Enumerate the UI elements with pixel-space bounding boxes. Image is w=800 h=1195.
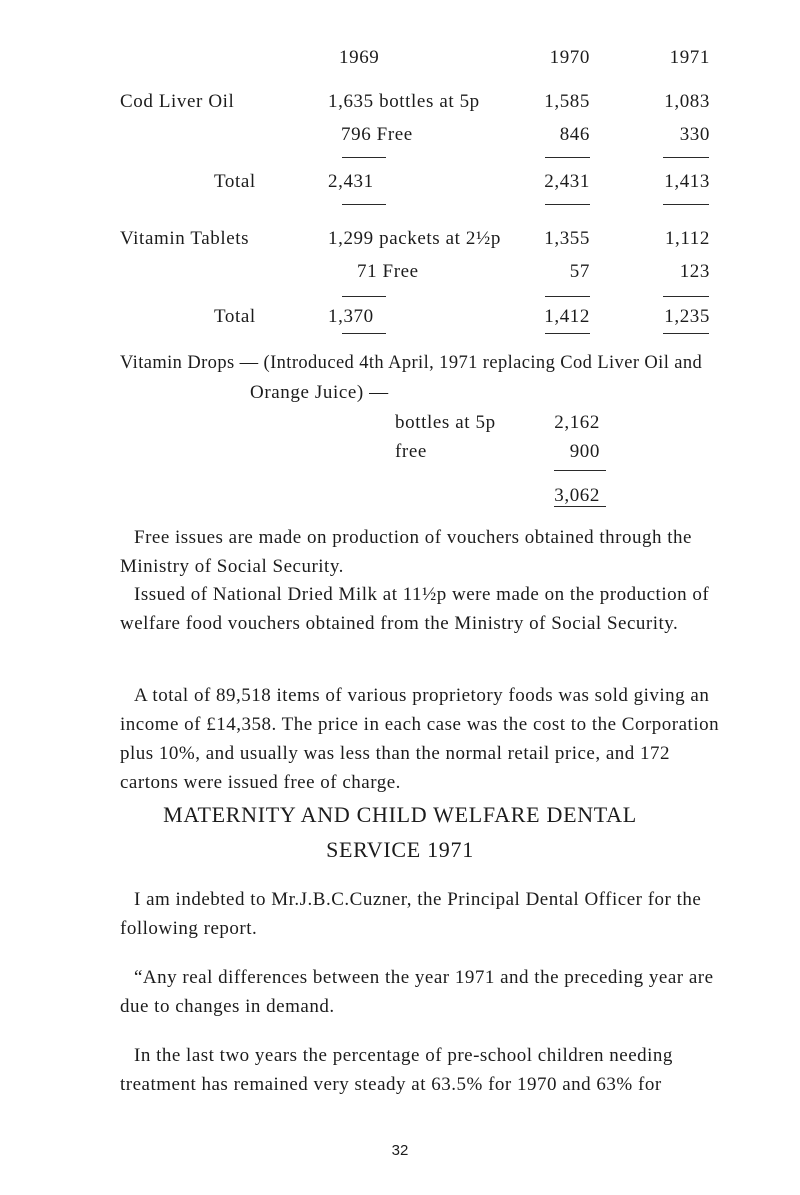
- cod-liver-oil-total-label: Total: [214, 171, 256, 192]
- vitamin-tablets-row1-1969: 1,299 packets at 2½p: [328, 228, 501, 249]
- rule-divider: [554, 506, 606, 507]
- cod-liver-oil-row1-1970: 1,585: [544, 91, 590, 112]
- vitamin-drops-total-value: 3,062: [554, 485, 600, 506]
- vitamin-tablets-label: Vitamin Tablets: [120, 228, 250, 249]
- heading-line-2: SERVICE 1971: [326, 837, 474, 862]
- cod-liver-oil-row1-1971: 1,083: [664, 91, 710, 112]
- year-header-1969: 1969: [339, 47, 380, 68]
- paragraph-indebted: I am indebted to Mr.J.B.C.Cuzner, the Principal Dental Officer for the following report.: [120, 889, 702, 939]
- page-number: 32: [391, 1142, 409, 1159]
- paragraph-national-dried-milk: Issued of National Dried Milk at 11½p were made on the production of welfare food vouchers obtained from the Ministry of Social Security.: [120, 584, 710, 634]
- cod-liver-oil-row1-1969: 1,635 bottles at 5p: [328, 91, 480, 112]
- paragraph-proprietory-foods: A total of 89,518 items of various proprietory foods was sold giving an income of £14,358. The price in each case was the cost to the Corporation plus 10%, and usually was less than the normal retail price, and 172 cartons were issued free of charge.: [120, 685, 720, 793]
- year-header-1971: 1971: [669, 47, 710, 68]
- cod-liver-oil-row2-1971: 330: [679, 124, 710, 145]
- vitamin-drops-line1: Vitamin Drops — (Introduced 4th April, 1971 replacing Cod Liver Oil and: [120, 353, 703, 373]
- vitamin-tablets-total-1971: 1,235: [664, 306, 710, 327]
- vitamin-tablets-total-1970: 1,412: [544, 306, 590, 327]
- rule-divider: [663, 296, 709, 297]
- rule-divider: [342, 296, 386, 297]
- rule-divider: [545, 204, 590, 205]
- cod-liver-oil-total-1969: 2,431: [328, 171, 374, 192]
- paragraph-percentage: In the last two years the percentage of pre-school children needing treatment has remained very steady at 63.5% for 1970 and 63% for: [120, 1045, 673, 1095]
- vitamin-tablets-row2-1970: 57: [569, 261, 590, 282]
- rule-divider: [663, 204, 709, 205]
- rule-divider: [554, 470, 606, 471]
- heading-line-1: MATERNITY AND CHILD WELFARE DENTAL: [163, 802, 637, 827]
- cod-liver-oil-total-1971: 1,413: [664, 171, 710, 192]
- vitamin-drops-bottles-value: 2,162: [554, 412, 600, 433]
- paragraph-free-issues: Free issues are made on production of vouchers obtained through the Ministry of Social Security.: [120, 527, 692, 577]
- rule-divider: [545, 333, 590, 334]
- rule-divider: [663, 157, 709, 158]
- vitamin-drops-bottles-label: bottles at 5p: [395, 412, 496, 433]
- vitamin-tablets-row2-1969: 71 Free: [357, 261, 419, 282]
- vitamin-tablets-row2-1971: 123: [679, 261, 710, 282]
- vitamin-tablets-total-label: Total: [214, 306, 256, 327]
- rule-divider: [545, 157, 590, 158]
- section-heading: [100, 797, 700, 867]
- cod-liver-oil-row2-1970: 846: [559, 124, 590, 145]
- vitamin-tablets-total-1969: 1,370: [328, 306, 374, 327]
- paragraph-real-differences: “Any real differences between the year 1971 and the preceding year are due to changes in demand.: [120, 967, 714, 1017]
- rule-divider: [545, 296, 590, 297]
- rule-divider: [342, 204, 386, 205]
- rule-divider: [663, 333, 709, 334]
- vitamin-drops-line2: Orange Juice) —: [250, 382, 389, 403]
- vitamin-drops-free-value: 900: [569, 441, 600, 462]
- rule-divider: [342, 333, 386, 334]
- vitamin-tablets-row1-1970: 1,355: [544, 228, 590, 249]
- cod-liver-oil-label: Cod Liver Oil: [120, 91, 235, 112]
- year-header-1970: 1970: [549, 47, 590, 68]
- vitamin-tablets-row1-1971: 1,112: [664, 228, 710, 249]
- rule-divider: [342, 157, 386, 158]
- cod-liver-oil-total-1970: 2,431: [544, 171, 590, 192]
- cod-liver-oil-row2-1969: 796 Free: [341, 124, 413, 145]
- vitamin-drops-free-label: free: [395, 441, 427, 462]
